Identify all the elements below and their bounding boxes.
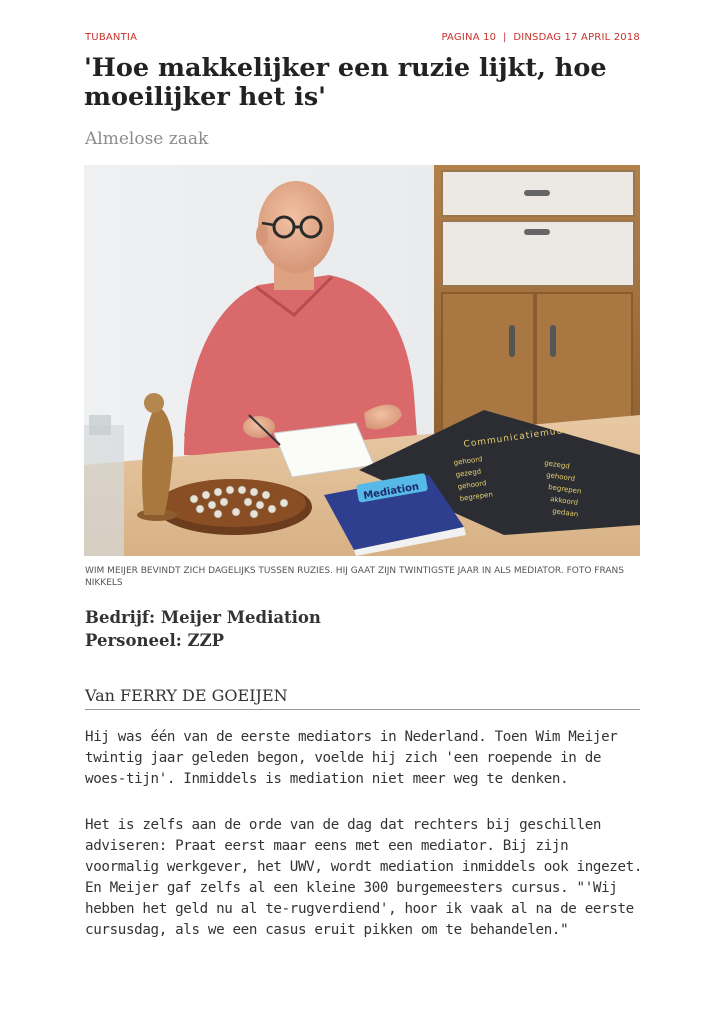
poster-word: gehoord: [545, 471, 576, 484]
headline: 'Hoe makkelijker een ruzie lijkt, hoe moeilijker het is': [84, 53, 607, 112]
poster-word: gehoord: [453, 455, 483, 467]
byline: Van FERRY DE GOEIJEN: [85, 686, 640, 710]
body-paragraph: Het is zelfs aan de orde van de dag dat rechters bij geschillen adviseren: Praat eerst maar eens met een mediator. Bij zijn voormalig werkgever, het UWV, wordt mediation inmiddels ook ingezet. En Meijer gaf zelfs al een kleine 300 burgemeesters cursus. "'Wij hebben het geld nu al te-rugverdiend', hoor ik vaak al na de eerste cursusdag, als we een casus eruit pikken om te behandelen.": [85, 817, 643, 938]
poster-word: gedaan: [551, 507, 579, 519]
poster-title: Communicatiemuur: [463, 425, 569, 450]
photo-caption: WIM MEIJER BEVINDT ZICH DAGELIJKS TUSSEN RUZIES. HIJ GAAT ZIJN TWINTIGSTE JAAR IN ALS MEDIATOR. FOTO FRANS NIKKELS: [85, 566, 624, 588]
poster-word: akkoord: [549, 495, 579, 507]
masthead: [85, 32, 640, 43]
poster-word: gezegd: [543, 459, 571, 471]
poster-word: begrepen: [459, 490, 494, 503]
book-title: Mediation: [362, 481, 420, 502]
poster-word: gehoord: [457, 479, 487, 491]
poster-word: begrepen: [547, 483, 582, 496]
edition-info: PAGINA 10 | DINSDAG 17 APRIL 2018: [441, 32, 640, 43]
staff-fact: Personeel: ZZP: [85, 631, 225, 650]
article-photo: [84, 165, 640, 556]
paper-name: TUBANTIA: [85, 32, 138, 43]
fact-box: [85, 606, 321, 652]
poster-word: gezegd: [455, 467, 482, 479]
body-paragraph: Hij was één van de eerste mediators in Nederland. Toen Wim Meijer twintig jaar geleden begon, voelde hij zich 'een roepende in de woes-tijn'. Inmiddels is mediation niet meer weg te denken.: [85, 729, 618, 787]
company-fact: Bedrijf: Meijer Mediation: [85, 608, 321, 627]
kicker: Almelose zaak: [85, 129, 209, 149]
